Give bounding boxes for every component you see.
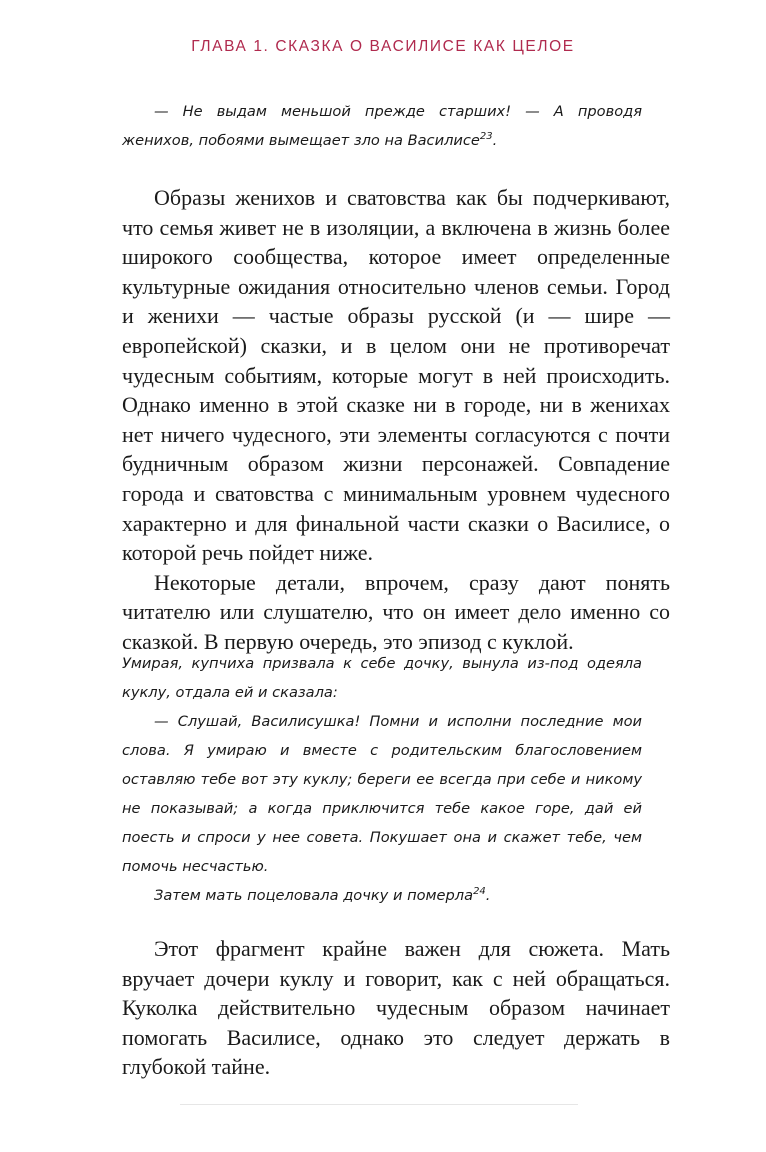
dialogue-quote bbox=[122, 97, 642, 155]
body-paragraph-3: Этот фрагмент крайне важен для сюжета. Мать вручает дочери куклу и говорит, как с ней обращаться. Куколка действительно чудесным образом начинает помогать Василисе, однако это следует держать в глубокой тайне. bbox=[122, 936, 670, 1080]
quote-speech: — Слушай, Василисушка! Помни и исполни последние мои слова. Я умираю и вместе с родительским благословением оставляю тебе вот эту куклу; береги ее всегда при себе и никому не показывай; а когда приключится тебе какое горе, дай ей поесть и спроси у нее совета. Покушает она и скажет тебе, чем помочь несчастью. bbox=[122, 713, 642, 875]
quote-narration-2: Затем мать поцеловала дочку и померла bbox=[154, 887, 474, 904]
main-body bbox=[122, 183, 670, 657]
body-paragraph-1: Образы женихов и сватовства как бы подчеркивают, что семья живет не в изоляции, а включена в жизнь более широкого сообщества, которое имеет определенные культурные ожидания относительно членов семьи. Город и женихи — частые образы русской (и — шире — европейской) сказки, и в целом они не противоречат чудесным событиям, которые могут в ней происходить. Однако именно в этой сказке ни в городе, ни в женихах нет ничего чудесного, эти элементы согласуются с почти будничным образом жизни персонажей. Совпадение города и сватовства с минимальным уровнем чудесного характерно и для финальной части сказки о Василисе, о которой речь пойдет ниже. bbox=[122, 185, 670, 566]
running-header: ГЛАВА 1. СКАЗКА О ВАСИЛИСЕ КАК ЦЕЛОЕ bbox=[191, 38, 575, 55]
quote-end: . bbox=[485, 887, 491, 904]
footnote-ref-24[interactable]: 24 bbox=[473, 886, 486, 898]
body-paragraph-2: Некоторые детали, впрочем, сразу дают понять читателю или слушателю, что он имеет дело именно со сказкой. В первую очередь, это эпизод с куклой. bbox=[122, 569, 670, 654]
quote-narration-1: Умирая, купчиха призвала к себе дочку, вынула из-под одеяла куклу, отдала ей и сказала: bbox=[122, 655, 642, 701]
footer-divider bbox=[180, 1104, 578, 1105]
quote-text: — Не выдам меньшой прежде старших! — А проводя женихов, побоями вымещает зло на Василисе bbox=[122, 103, 642, 149]
quote-end: . bbox=[492, 132, 498, 149]
block-quote-tale bbox=[122, 649, 642, 910]
main-body-continued bbox=[122, 934, 670, 1082]
footnote-ref-23[interactable]: 23 bbox=[479, 131, 493, 143]
